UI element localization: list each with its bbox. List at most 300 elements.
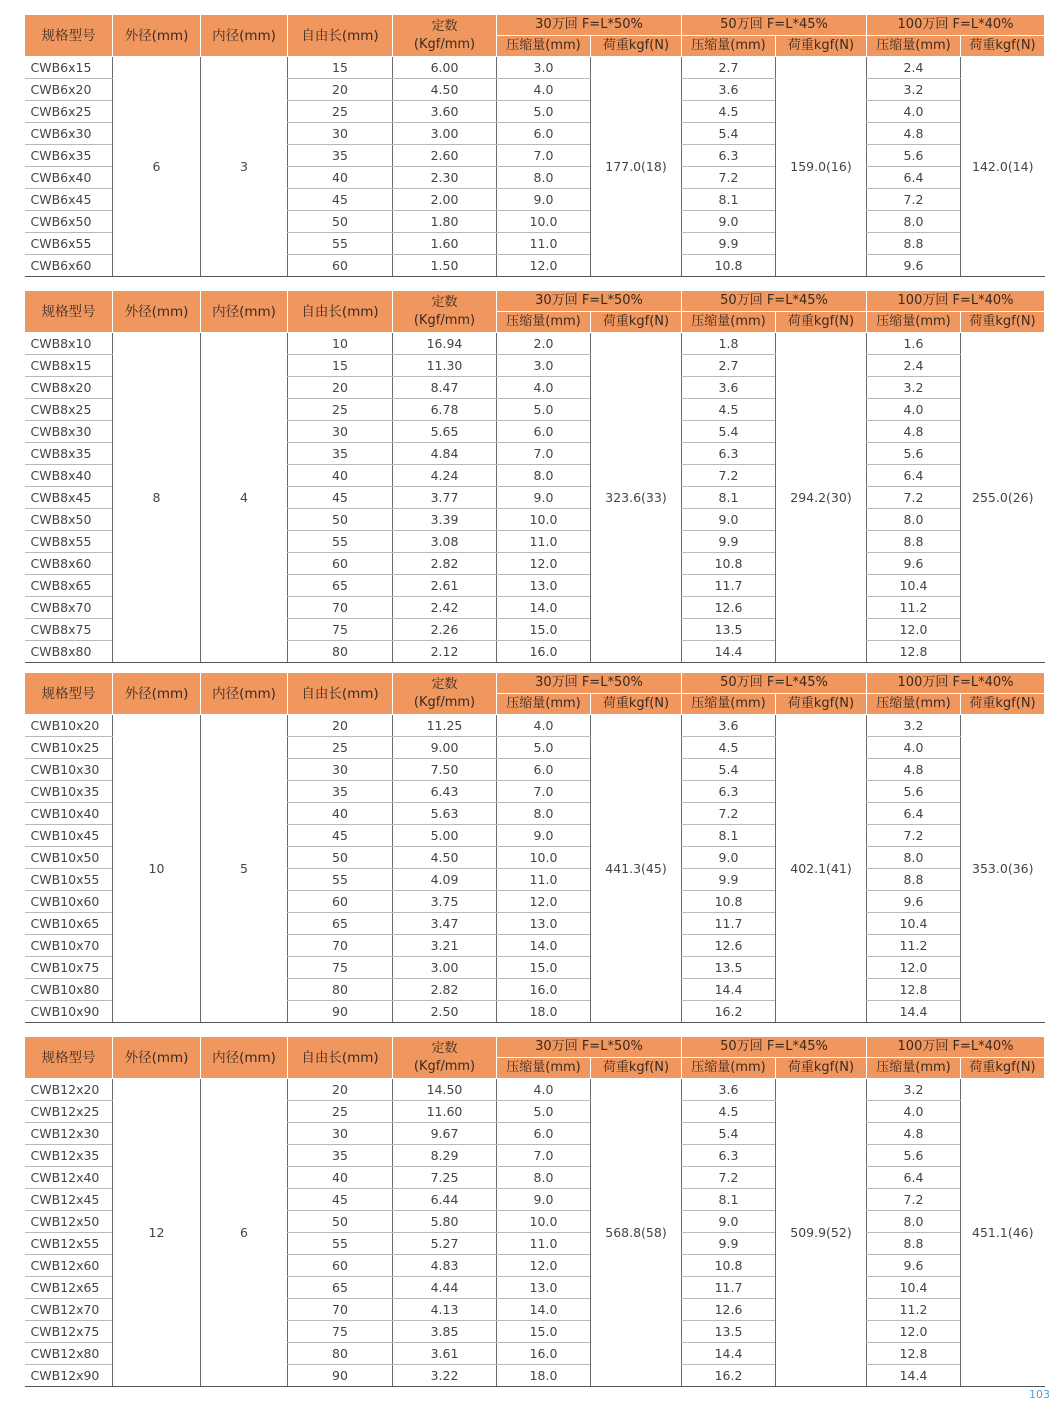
cell-free-length: 20: [288, 715, 393, 737]
cell-free-length: 35: [288, 781, 393, 803]
cell-spring-constant: 4.13: [393, 1299, 497, 1321]
cell-compression-1m: 4.8: [867, 759, 961, 781]
cell-free-length: 45: [288, 825, 393, 847]
cell-compression-300k: 16.0: [497, 1343, 591, 1365]
cell-compression-500k: 2.7: [682, 57, 776, 79]
header-group-500k: 50万回 F=L*45%: [682, 673, 867, 694]
cell-model: CWB12x90: [25, 1365, 113, 1387]
header-model: 规格型号: [25, 15, 113, 57]
cell-inner-diameter: 3: [201, 57, 288, 277]
cell-compression-500k: 5.4: [682, 123, 776, 145]
cell-model: CWB12x50: [25, 1211, 113, 1233]
cell-outer-diameter: 10: [113, 715, 201, 1023]
cell-compression-500k: 12.6: [682, 1299, 776, 1321]
cell-free-length: 50: [288, 847, 393, 869]
cell-compression-300k: 10.0: [497, 211, 591, 233]
cell-compression-500k: 4.5: [682, 1101, 776, 1123]
cell-model: CWB12x75: [25, 1321, 113, 1343]
cell-compression-1m: 3.2: [867, 1079, 961, 1101]
cell-spring-constant: 5.65: [393, 421, 497, 443]
header-load: 荷重kgf(N): [776, 36, 867, 57]
cell-spring-constant: 2.26: [393, 619, 497, 641]
cell-inner-diameter: 6: [201, 1079, 288, 1387]
cell-free-length: 60: [288, 553, 393, 575]
cell-compression-1m: 9.6: [867, 1255, 961, 1277]
header-load: 荷重kgf(N): [591, 312, 682, 333]
cell-compression-300k: 10.0: [497, 509, 591, 531]
header-constant-line2: (Kgf/mm): [413, 312, 476, 328]
header-compression: 压缩量(mm): [682, 312, 776, 333]
cell-free-length: 25: [288, 101, 393, 123]
cell-compression-1m: 8.8: [867, 1233, 961, 1255]
cell-free-length: 55: [288, 233, 393, 255]
cell-compression-300k: 7.0: [497, 781, 591, 803]
cell-compression-1m: 8.0: [867, 847, 961, 869]
header-spring-constant: [393, 15, 497, 57]
cell-model: CWB12x45: [25, 1189, 113, 1211]
cell-compression-1m: 12.8: [867, 641, 961, 663]
cell-compression-500k: 4.5: [682, 399, 776, 421]
cell-compression-500k: 7.2: [682, 1167, 776, 1189]
header-load: 荷重kgf(N): [776, 694, 867, 715]
cell-model: CWB12x30: [25, 1123, 113, 1145]
cell-compression-300k: 10.0: [497, 847, 591, 869]
cell-spring-constant: 14.50: [393, 1079, 497, 1101]
cell-compression-1m: 4.8: [867, 421, 961, 443]
cell-free-length: 40: [288, 1167, 393, 1189]
spec-table: [24, 290, 1045, 663]
cell-compression-300k: 8.0: [497, 465, 591, 487]
cell-load-1m: 142.0(14): [961, 57, 1045, 277]
cell-compression-500k: 5.4: [682, 421, 776, 443]
cell-load-300k: 323.6(33): [591, 333, 682, 663]
cell-compression-1m: 1.6: [867, 333, 961, 355]
cell-free-length: 55: [288, 869, 393, 891]
cell-compression-1m: 6.4: [867, 465, 961, 487]
cell-outer-diameter: 12: [113, 1079, 201, 1387]
cell-compression-1m: 8.8: [867, 233, 961, 255]
cell-spring-constant: 11.60: [393, 1101, 497, 1123]
cell-compression-500k: 2.7: [682, 355, 776, 377]
cell-compression-300k: 6.0: [497, 421, 591, 443]
cell-free-length: 30: [288, 759, 393, 781]
header-load: 荷重kgf(N): [961, 36, 1045, 57]
header-inner-diameter: 内径(mm): [201, 673, 288, 715]
cell-model: CWB10x50: [25, 847, 113, 869]
cell-model: CWB8x20: [25, 377, 113, 399]
header-load: 荷重kgf(N): [591, 36, 682, 57]
cell-compression-1m: 8.8: [867, 531, 961, 553]
cell-compression-300k: 10.0: [497, 1211, 591, 1233]
cell-compression-1m: 4.0: [867, 737, 961, 759]
cell-free-length: 25: [288, 737, 393, 759]
cell-compression-1m: 12.8: [867, 979, 961, 1001]
cell-compression-1m: 8.8: [867, 869, 961, 891]
cell-spring-constant: 3.60: [393, 101, 497, 123]
cell-model: CWB8x60: [25, 553, 113, 575]
cell-compression-1m: 3.2: [867, 377, 961, 399]
cell-free-length: 35: [288, 145, 393, 167]
cell-compression-300k: 11.0: [497, 869, 591, 891]
cell-compression-1m: 10.4: [867, 1277, 961, 1299]
table-row: [25, 333, 1045, 355]
cell-compression-300k: 14.0: [497, 1299, 591, 1321]
cell-compression-300k: 3.0: [497, 57, 591, 79]
header-load: 荷重kgf(N): [591, 694, 682, 715]
cell-spring-constant: 7.25: [393, 1167, 497, 1189]
cell-load-300k: 568.8(58): [591, 1079, 682, 1387]
cell-compression-500k: 9.9: [682, 531, 776, 553]
cell-spring-constant: 9.00: [393, 737, 497, 759]
header-inner-diameter: 内径(mm): [201, 291, 288, 333]
cell-compression-300k: 9.0: [497, 1189, 591, 1211]
cell-spring-constant: 3.21: [393, 935, 497, 957]
cell-compression-300k: 6.0: [497, 1123, 591, 1145]
cell-model: CWB8x50: [25, 509, 113, 531]
cell-spring-constant: 3.00: [393, 123, 497, 145]
cell-compression-1m: 10.4: [867, 575, 961, 597]
cell-spring-constant: 2.82: [393, 979, 497, 1001]
cell-compression-500k: 13.5: [682, 1321, 776, 1343]
cell-spring-constant: 4.24: [393, 465, 497, 487]
cell-load-500k: 159.0(16): [776, 57, 867, 277]
header-load: 荷重kgf(N): [961, 1058, 1045, 1079]
header-load: 荷重kgf(N): [961, 694, 1045, 715]
cell-spring-constant: 4.50: [393, 847, 497, 869]
header-inner-diameter: 内径(mm): [201, 15, 288, 57]
cell-model: CWB6x30: [25, 123, 113, 145]
cell-compression-1m: 14.4: [867, 1365, 961, 1387]
header-outer-diameter: 外径(mm): [113, 291, 201, 333]
spec-table: [24, 1036, 1045, 1387]
cell-compression-1m: 3.2: [867, 715, 961, 737]
cell-compression-1m: 5.6: [867, 443, 961, 465]
header-load: 荷重kgf(N): [776, 1058, 867, 1079]
cell-compression-500k: 8.1: [682, 825, 776, 847]
cell-compression-1m: 7.2: [867, 825, 961, 847]
cell-spring-constant: 5.80: [393, 1211, 497, 1233]
cell-compression-300k: 12.0: [497, 255, 591, 277]
cell-free-length: 80: [288, 641, 393, 663]
cell-model: CWB12x35: [25, 1145, 113, 1167]
header-constant-line1: 定数: [431, 18, 458, 34]
cell-compression-300k: 9.0: [497, 487, 591, 509]
cell-free-length: 25: [288, 399, 393, 421]
cell-load-300k: 177.0(18): [591, 57, 682, 277]
cell-model: CWB6x15: [25, 57, 113, 79]
cell-inner-diameter: 5: [201, 715, 288, 1023]
cell-model: CWB10x45: [25, 825, 113, 847]
cell-compression-500k: 9.0: [682, 509, 776, 531]
cell-free-length: 25: [288, 1101, 393, 1123]
cell-model: CWB10x65: [25, 913, 113, 935]
cell-spring-constant: 4.09: [393, 869, 497, 891]
cell-inner-diameter: 4: [201, 333, 288, 663]
cell-compression-1m: 6.4: [867, 803, 961, 825]
cell-compression-1m: 4.0: [867, 1101, 961, 1123]
cell-compression-300k: 8.0: [497, 803, 591, 825]
cell-compression-500k: 7.2: [682, 167, 776, 189]
cell-free-length: 60: [288, 1255, 393, 1277]
header-constant-line1: 定数: [431, 1040, 458, 1056]
cell-compression-1m: 11.2: [867, 1299, 961, 1321]
cell-spring-constant: 7.50: [393, 759, 497, 781]
cell-model: CWB8x80: [25, 641, 113, 663]
cell-compression-300k: 13.0: [497, 575, 591, 597]
cell-compression-500k: 6.3: [682, 1145, 776, 1167]
cell-compression-500k: 5.4: [682, 1123, 776, 1145]
header-compression: 压缩量(mm): [867, 1058, 961, 1079]
cell-model: CWB12x80: [25, 1343, 113, 1365]
header-model: 规格型号: [25, 291, 113, 333]
cell-compression-500k: 6.3: [682, 443, 776, 465]
cell-compression-1m: 4.8: [867, 1123, 961, 1145]
cell-compression-1m: 12.0: [867, 1321, 961, 1343]
cell-model: CWB10x20: [25, 715, 113, 737]
cell-compression-500k: 10.8: [682, 553, 776, 575]
cell-spring-constant: 11.25: [393, 715, 497, 737]
table-row: [25, 1079, 1045, 1101]
page-number: 103: [1029, 1388, 1050, 1401]
cell-free-length: 10: [288, 333, 393, 355]
cell-compression-500k: 7.2: [682, 803, 776, 825]
cell-model: CWB8x15: [25, 355, 113, 377]
cell-compression-500k: 7.2: [682, 465, 776, 487]
cell-compression-500k: 3.6: [682, 79, 776, 101]
cell-compression-300k: 14.0: [497, 935, 591, 957]
cell-model: CWB8x10: [25, 333, 113, 355]
cell-model: CWB12x55: [25, 1233, 113, 1255]
header-outer-diameter: 外径(mm): [113, 1037, 201, 1079]
cell-free-length: 65: [288, 913, 393, 935]
cell-model: CWB8x75: [25, 619, 113, 641]
cell-compression-1m: 10.4: [867, 913, 961, 935]
cell-free-length: 70: [288, 597, 393, 619]
cell-model: CWB12x65: [25, 1277, 113, 1299]
cell-compression-500k: 12.6: [682, 935, 776, 957]
cell-free-length: 75: [288, 1321, 393, 1343]
cell-compression-1m: 12.0: [867, 619, 961, 641]
cell-spring-constant: 5.00: [393, 825, 497, 847]
header-group-1m: 100万回 F=L*40%: [867, 1037, 1045, 1058]
cell-free-length: 60: [288, 891, 393, 913]
cell-compression-300k: 9.0: [497, 825, 591, 847]
cell-compression-500k: 1.8: [682, 333, 776, 355]
cell-spring-constant: 3.08: [393, 531, 497, 553]
header-group-1m: 100万回 F=L*40%: [867, 15, 1045, 36]
cell-compression-300k: 8.0: [497, 167, 591, 189]
cell-model: CWB6x45: [25, 189, 113, 211]
cell-spring-constant: 3.61: [393, 1343, 497, 1365]
cell-compression-500k: 14.4: [682, 979, 776, 1001]
cell-free-length: 70: [288, 1299, 393, 1321]
header-constant-line1: 定数: [431, 676, 458, 692]
cell-free-length: 45: [288, 487, 393, 509]
cell-compression-500k: 13.5: [682, 957, 776, 979]
cell-compression-300k: 5.0: [497, 737, 591, 759]
header-group-500k: 50万回 F=L*45%: [682, 291, 867, 312]
cell-compression-300k: 4.0: [497, 377, 591, 399]
cell-model: CWB10x70: [25, 935, 113, 957]
cell-free-length: 20: [288, 79, 393, 101]
cell-free-length: 20: [288, 377, 393, 399]
cell-spring-constant: 2.60: [393, 145, 497, 167]
cell-model: CWB6x35: [25, 145, 113, 167]
cell-compression-500k: 14.4: [682, 1343, 776, 1365]
cell-compression-1m: 7.2: [867, 189, 961, 211]
cell-model: CWB8x30: [25, 421, 113, 443]
cell-compression-300k: 4.0: [497, 715, 591, 737]
cell-load-1m: 353.0(36): [961, 715, 1045, 1023]
cell-model: CWB12x70: [25, 1299, 113, 1321]
cell-spring-constant: 2.82: [393, 553, 497, 575]
cell-compression-300k: 5.0: [497, 101, 591, 123]
cell-free-length: 55: [288, 1233, 393, 1255]
cell-model: CWB12x25: [25, 1101, 113, 1123]
cell-spring-constant: 6.44: [393, 1189, 497, 1211]
table-row: [25, 57, 1045, 79]
cell-model: CWB10x80: [25, 979, 113, 1001]
cell-free-length: 30: [288, 421, 393, 443]
cell-compression-1m: 7.2: [867, 1189, 961, 1211]
cell-spring-constant: 4.84: [393, 443, 497, 465]
header-outer-diameter: 外径(mm): [113, 673, 201, 715]
header-compression: 压缩量(mm): [682, 36, 776, 57]
cell-compression-1m: 8.0: [867, 211, 961, 233]
cell-model: CWB8x70: [25, 597, 113, 619]
header-constant-line1: 定数: [431, 294, 458, 310]
cell-compression-300k: 11.0: [497, 1233, 591, 1255]
cell-model: CWB8x40: [25, 465, 113, 487]
cell-model: CWB12x60: [25, 1255, 113, 1277]
cell-spring-constant: 6.78: [393, 399, 497, 421]
cell-spring-constant: 2.42: [393, 597, 497, 619]
cell-free-length: 90: [288, 1001, 393, 1023]
cell-compression-300k: 18.0: [497, 1365, 591, 1387]
cell-spring-constant: 3.00: [393, 957, 497, 979]
cell-free-length: 80: [288, 979, 393, 1001]
cell-compression-500k: 11.7: [682, 575, 776, 597]
table-row: [25, 715, 1045, 737]
header-compression: 压缩量(mm): [497, 312, 591, 333]
header-compression: 压缩量(mm): [867, 694, 961, 715]
cell-compression-1m: 5.6: [867, 781, 961, 803]
header-constant-line2: (Kgf/mm): [413, 36, 476, 52]
cell-free-length: 45: [288, 1189, 393, 1211]
cell-spring-constant: 8.47: [393, 377, 497, 399]
cell-model: CWB8x35: [25, 443, 113, 465]
cell-free-length: 80: [288, 1343, 393, 1365]
cell-compression-300k: 14.0: [497, 597, 591, 619]
cell-compression-300k: 5.0: [497, 399, 591, 421]
header-group-300k: 30万回 F=L*50%: [497, 673, 682, 694]
header-model: 规格型号: [25, 673, 113, 715]
cell-compression-1m: 6.4: [867, 1167, 961, 1189]
cell-compression-300k: 15.0: [497, 619, 591, 641]
cell-compression-300k: 12.0: [497, 1255, 591, 1277]
cell-compression-500k: 9.0: [682, 847, 776, 869]
cell-model: CWB12x20: [25, 1079, 113, 1101]
cell-model: CWB10x25: [25, 737, 113, 759]
header-group-300k: 30万回 F=L*50%: [497, 1037, 682, 1058]
header-spring-constant: [393, 291, 497, 333]
cell-compression-500k: 11.7: [682, 1277, 776, 1299]
cell-spring-constant: 8.29: [393, 1145, 497, 1167]
cell-spring-constant: 4.83: [393, 1255, 497, 1277]
cell-compression-500k: 5.4: [682, 759, 776, 781]
cell-compression-500k: 6.3: [682, 145, 776, 167]
cell-model: CWB10x35: [25, 781, 113, 803]
cell-model: CWB8x55: [25, 531, 113, 553]
cell-compression-500k: 9.0: [682, 211, 776, 233]
header-compression: 压缩量(mm): [497, 1058, 591, 1079]
header-constant-line2: (Kgf/mm): [413, 694, 476, 710]
cell-load-1m: 255.0(26): [961, 333, 1045, 663]
cell-spring-constant: 6.43: [393, 781, 497, 803]
cell-compression-1m: 2.4: [867, 57, 961, 79]
cell-compression-300k: 6.0: [497, 759, 591, 781]
cell-spring-constant: 1.80: [393, 211, 497, 233]
cell-spring-constant: 3.22: [393, 1365, 497, 1387]
cell-compression-1m: 2.4: [867, 355, 961, 377]
header-load: 荷重kgf(N): [776, 312, 867, 333]
cell-compression-300k: 9.0: [497, 189, 591, 211]
cell-compression-1m: 9.6: [867, 255, 961, 277]
cell-load-1m: 451.1(46): [961, 1079, 1045, 1387]
cell-model: CWB10x75: [25, 957, 113, 979]
header-free-length: 自由长(mm): [288, 1037, 393, 1079]
cell-compression-300k: 15.0: [497, 1321, 591, 1343]
cell-spring-constant: 1.50: [393, 255, 497, 277]
cell-model: CWB6x40: [25, 167, 113, 189]
header-group-1m: 100万回 F=L*40%: [867, 291, 1045, 312]
cell-model: CWB6x55: [25, 233, 113, 255]
cell-free-length: 30: [288, 1123, 393, 1145]
header-load: 荷重kgf(N): [961, 312, 1045, 333]
cell-compression-500k: 10.8: [682, 255, 776, 277]
cell-spring-constant: 2.30: [393, 167, 497, 189]
cell-compression-500k: 3.6: [682, 1079, 776, 1101]
cell-free-length: 20: [288, 1079, 393, 1101]
cell-free-length: 65: [288, 575, 393, 597]
cell-compression-1m: 11.2: [867, 935, 961, 957]
header-group-300k: 30万回 F=L*50%: [497, 291, 682, 312]
cell-spring-constant: 2.61: [393, 575, 497, 597]
cell-compression-500k: 10.8: [682, 891, 776, 913]
cell-spring-constant: 4.44: [393, 1277, 497, 1299]
cell-compression-500k: 9.9: [682, 869, 776, 891]
header-compression: 压缩量(mm): [497, 36, 591, 57]
cell-model: CWB6x50: [25, 211, 113, 233]
cell-compression-300k: 15.0: [497, 957, 591, 979]
cell-compression-500k: 12.6: [682, 597, 776, 619]
header-compression: 压缩量(mm): [682, 694, 776, 715]
cell-compression-500k: 9.9: [682, 1233, 776, 1255]
header-free-length: 自由长(mm): [288, 291, 393, 333]
cell-compression-300k: 13.0: [497, 1277, 591, 1299]
cell-compression-300k: 11.0: [497, 531, 591, 553]
cell-free-length: 50: [288, 509, 393, 531]
cell-spring-constant: 3.75: [393, 891, 497, 913]
cell-model: CWB8x25: [25, 399, 113, 421]
cell-free-length: 55: [288, 531, 393, 553]
cell-model: CWB6x20: [25, 79, 113, 101]
cell-free-length: 15: [288, 57, 393, 79]
header-free-length: 自由长(mm): [288, 15, 393, 57]
cell-model: CWB6x25: [25, 101, 113, 123]
cell-compression-300k: 12.0: [497, 553, 591, 575]
cell-spring-constant: 2.00: [393, 189, 497, 211]
